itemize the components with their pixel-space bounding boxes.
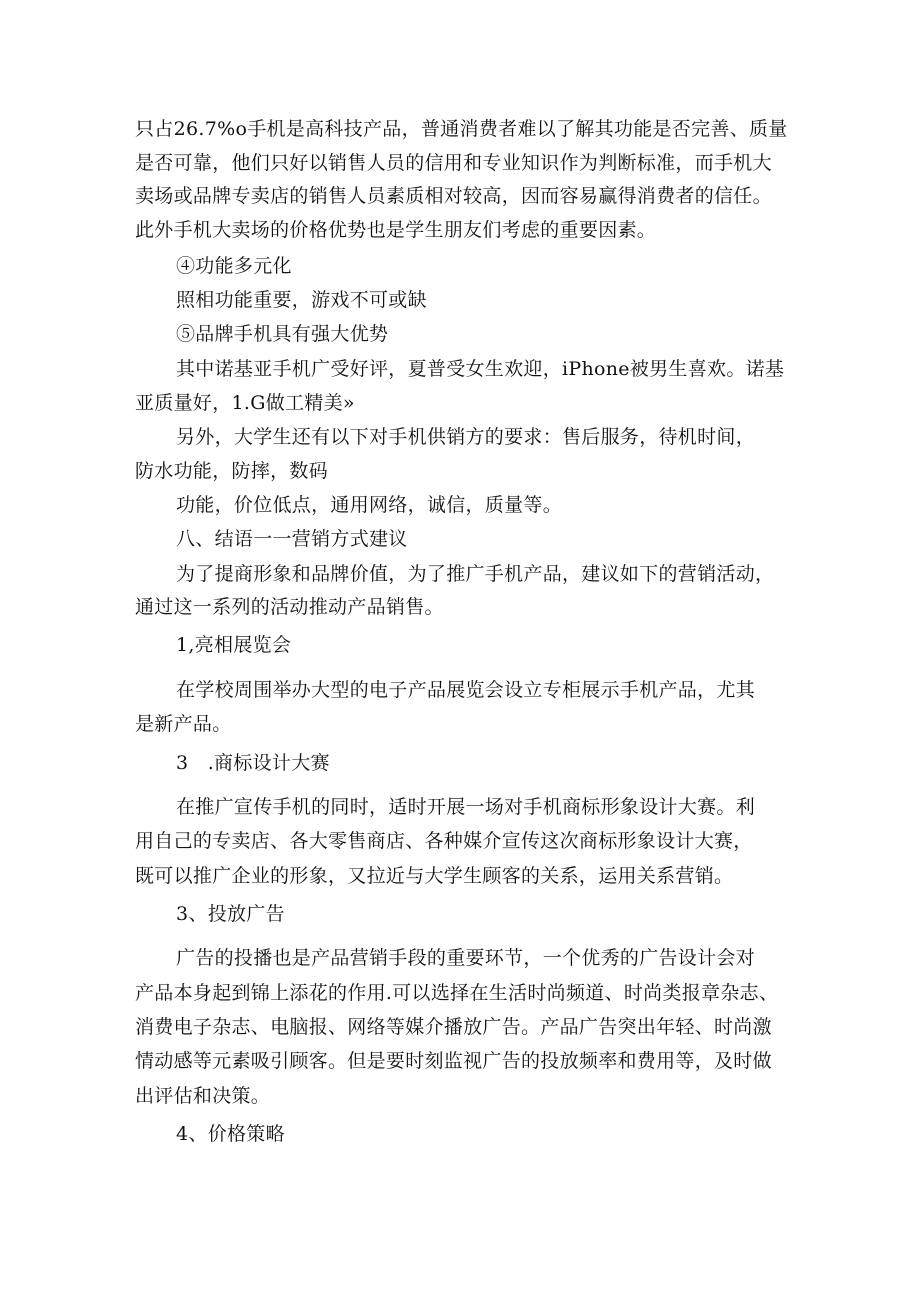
text-line: 产品本身起到锦上添花的作用.可以选择在生活时尚频道、时尚类报章杂志、 [135, 982, 779, 1004]
list-heading: ④功能多元化 [176, 255, 292, 277]
text-line: 消费电子杂志、电脑报、网络等媒介播放广告。产品广告突出年轻、时尚激 [135, 1016, 772, 1038]
section-heading: 八、结语一一营销方式建议 [176, 528, 408, 550]
subsection-heading: 3 .商标设计大赛 [176, 752, 330, 774]
text-line: 为了提商形象和品牌价值，为了推广手机产品，建议如下的营销活动， [176, 563, 775, 585]
text-line: 只占26.7%o手机是高科技产品，普通消费者难以了解其功能是否完善、质量 [135, 118, 788, 140]
subsection-heading: 3、投放广告 [176, 903, 285, 925]
text-line: 是新产品。 [135, 713, 232, 735]
text-line: 既可以推广企业的形象，又拉近与大学生顾客的关系，运用关系营销。 [135, 865, 734, 887]
text-line: 照相功能重要，游戏不可或缺 [176, 289, 427, 311]
text-line: 在学校周围举办大型的电子产品展览会设立专柜展示手机产品，尤其 [176, 679, 756, 701]
text-line: 另外，大学生还有以下对手机供销方的要求：售后服务，待机时间， [176, 426, 756, 448]
subsection-heading: 4、价格策略 [176, 1123, 285, 1145]
subsection-heading: 1,亮相展览会 [176, 634, 292, 656]
list-heading: ⑤品牌手机具有强大优势 [176, 323, 389, 345]
text-line: 此外手机大卖场的价格优势也是学生朋友们考虑的重要因素。 [135, 219, 657, 241]
text-line: 其中诺基亚手机广受好评，夏普受女生欢迎，iPhone被男生喜欢。诺基 [176, 358, 785, 380]
text-line: 功能，价位低点，通用网络，诚信，质量等。 [176, 494, 563, 516]
text-line: 亚质量好，1.G做工精美» [135, 392, 355, 414]
text-line: 卖场或品牌专卖店的销售人员素质相对较高，因而容易赢得消费者的信任。 [135, 185, 772, 207]
text-line: 出评估和决策。 [135, 1085, 271, 1107]
text-line: 情动感等元素吸引顾客。但是要时刻监视广告的投放频率和费用等，及时做 [135, 1050, 772, 1072]
text-line: 广告的投播也是产品营销手段的重要环节，一个优秀的广告设计会对 [176, 947, 756, 969]
text-line: 防水功能，防摔，数码 [135, 460, 329, 482]
text-line: 在推广宣传手机的同时，适时开展一场对手机商标形象设计大赛。利 [176, 796, 756, 818]
text-line: 是否可靠，他们只好以销售人员的信用和专业知识作为判断标准，而手机大 [135, 152, 772, 174]
text-line: 用自己的专卖店、各大零售商店、各种媒介宣传这次商标形象设计大赛， [135, 830, 753, 852]
text-line: 通过这一系列的活动推动产品销售。 [135, 596, 444, 618]
